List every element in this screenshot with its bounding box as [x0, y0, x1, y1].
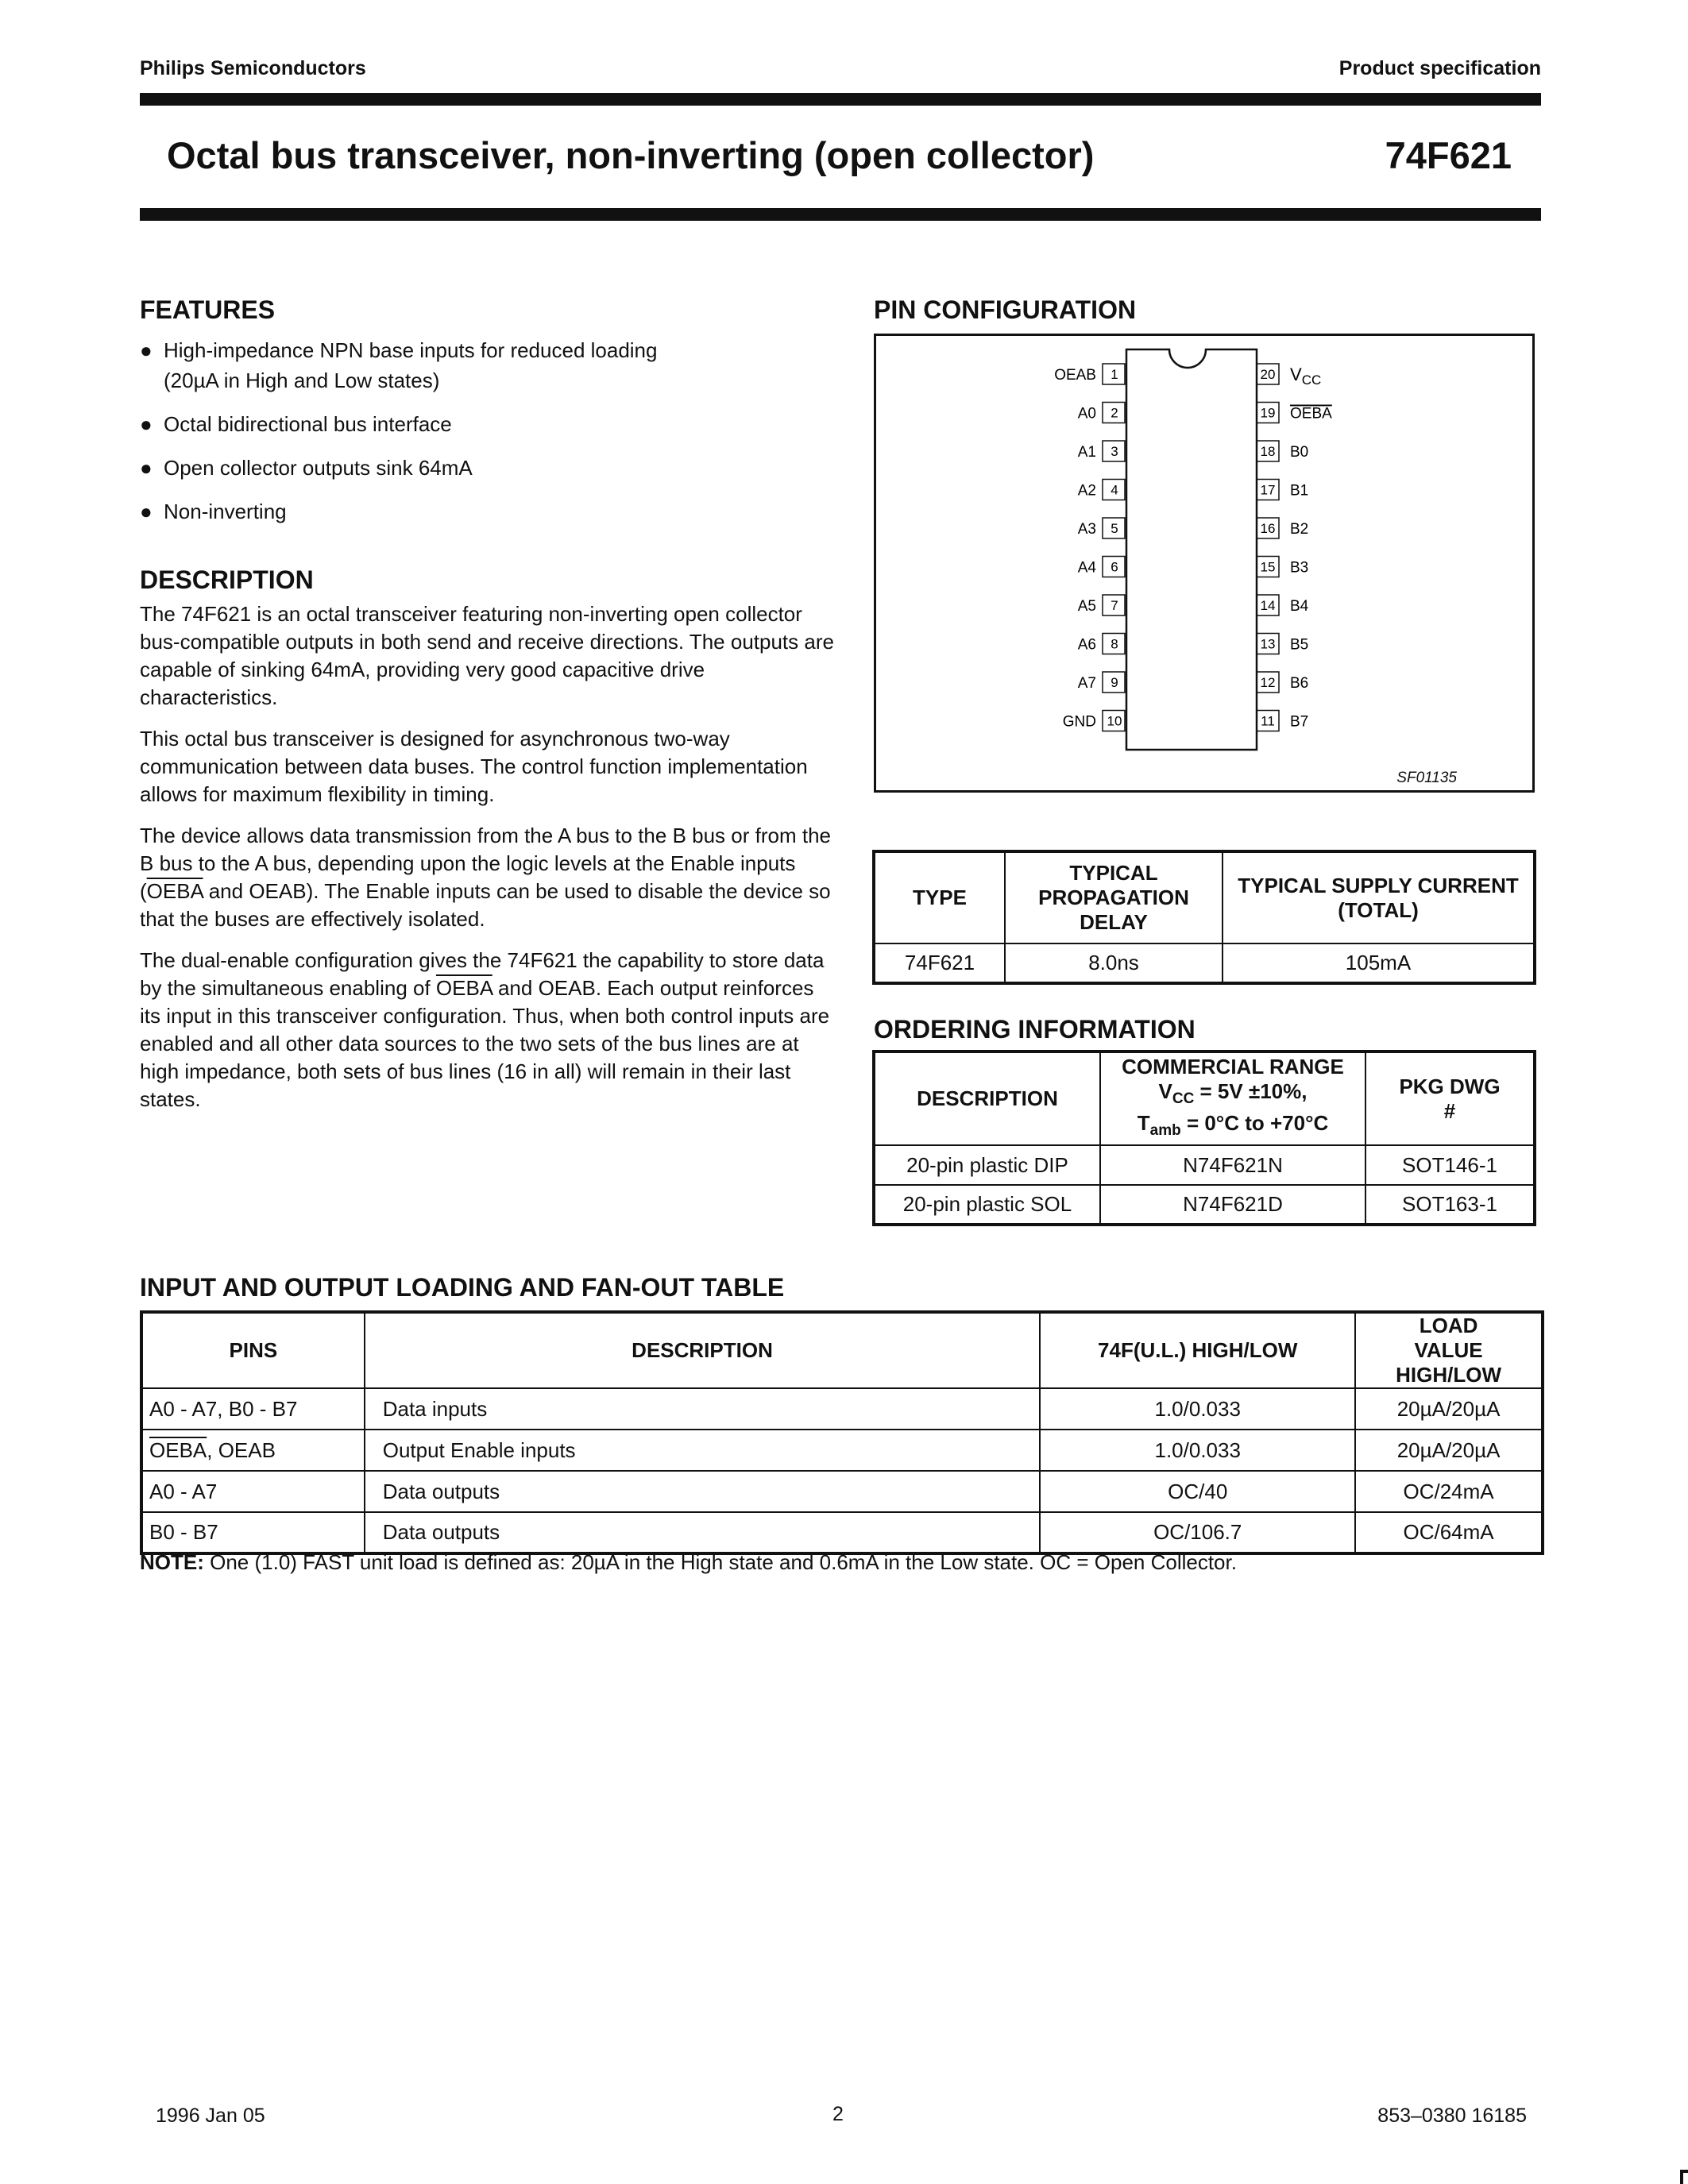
header-rule-bottom — [140, 208, 1541, 221]
pin-label: B5 — [1290, 636, 1309, 654]
fanout-note: NOTE: One (1.0) FAST unit load is defined as: 20µA in the High state and 0.6mA in the Low state. OC = Open Collector. — [140, 1550, 1237, 1574]
footer-date: 1996 Jan 05 — [156, 2105, 265, 2127]
pin-label: A6 — [1077, 636, 1096, 654]
table-cell: Data outputs — [365, 1471, 1041, 1512]
fanout-table — [140, 1310, 1544, 1555]
description-paragraph: This octal bus transceiver is designed for asynchronous two-way communication between data buses. The control function implementation allows for maximum flexibility in timing. — [140, 727, 808, 806]
table-cell: 8.0ns — [1005, 943, 1223, 983]
table-cell: 20µA/20µA — [1355, 1430, 1543, 1471]
pin-number: 20 — [1260, 367, 1276, 382]
pin-number: 13 — [1260, 636, 1276, 652]
part-number: 74F621 — [1385, 134, 1512, 176]
ordering-table — [872, 1050, 1536, 1226]
table-row — [141, 1471, 1543, 1512]
table-cell: A0 - A7, B0 - B7 — [141, 1388, 365, 1430]
table-cell: Data inputs — [365, 1388, 1041, 1430]
pin-label: B7 — [1290, 713, 1309, 731]
table-cell: Data outputs — [365, 1512, 1041, 1553]
pin-number: 8 — [1111, 636, 1118, 652]
pin-number: 18 — [1260, 444, 1276, 459]
pin-number: 7 — [1111, 598, 1118, 613]
pin-number: 1 — [1111, 367, 1118, 382]
table-header: LOAD VALUE HIGH/LOW — [1355, 1312, 1543, 1388]
table-header: TYPE — [874, 851, 1005, 943]
figure-code: SF01135 — [1396, 770, 1457, 786]
bullet-icon: ● — [140, 500, 153, 523]
table-header: TYPICAL SUPPLY CURRENT (TOTAL) — [1223, 851, 1535, 943]
table-header: DESCRIPTION — [365, 1312, 1041, 1388]
table-cell: SOT146-1 — [1365, 1145, 1535, 1185]
bullet-icon: ● — [140, 456, 153, 480]
pin-number: 12 — [1260, 675, 1276, 690]
table-header: PINS — [141, 1312, 365, 1388]
pin-label: B6 — [1290, 675, 1309, 692]
pin-config-heading: PIN CONFIGURATION — [874, 295, 1137, 324]
crop-mark — [1680, 2170, 1688, 2184]
pin-number: 9 — [1111, 675, 1118, 690]
table-cell: 74F621 — [874, 943, 1005, 983]
pin-label: B2 — [1290, 521, 1309, 538]
pin-label: B1 — [1290, 482, 1309, 500]
pin-number: 3 — [1111, 444, 1118, 459]
pin-number: 16 — [1260, 521, 1276, 536]
footer-page-number: 2 — [832, 2103, 844, 2125]
table-cell: N74F621D — [1100, 1185, 1365, 1225]
table-cell: OC/106.7 — [1040, 1512, 1355, 1553]
table-header: DESCRIPTION — [874, 1051, 1100, 1145]
pin-label: A4 — [1077, 559, 1096, 577]
pin-label: OEBA — [1290, 405, 1332, 423]
pin-number: 2 — [1111, 405, 1118, 421]
table-cell: 20-pin plastic DIP — [874, 1145, 1100, 1185]
pin-label: B3 — [1290, 559, 1309, 577]
header-rule-top — [140, 93, 1541, 106]
page-title: Octal bus transceiver, non-inverting (open collector) — [167, 134, 1095, 176]
table-cell: B0 - B7 — [141, 1512, 365, 1553]
table-cell: 20-pin plastic SOL — [874, 1185, 1100, 1225]
pin-label: $V_{CC}$ — [1290, 365, 1322, 388]
pin-number: 17 — [1260, 482, 1276, 498]
table-cell: OC/40 — [1040, 1471, 1355, 1512]
list-item: ● High-impedance NPN base inputs for reduced loading (20µA in High and Low states) — [140, 335, 839, 396]
pin-label: B4 — [1290, 598, 1309, 615]
pin-number: 15 — [1260, 559, 1276, 575]
pin-label: A5 — [1077, 598, 1096, 615]
pin-label: A1 — [1077, 444, 1096, 461]
table-row — [874, 1185, 1535, 1225]
table-row — [141, 1388, 1543, 1430]
pin-diagram — [876, 336, 1532, 790]
pin-number: 19 — [1260, 405, 1276, 421]
pin-diagram-frame — [874, 334, 1535, 793]
list-item: ● Open collector outputs sink 64mA — [140, 453, 839, 483]
pin-label: A7 — [1077, 675, 1096, 692]
bullet-icon: ● — [140, 412, 153, 436]
table-row — [874, 943, 1535, 983]
features-heading: FEATURES — [140, 295, 276, 324]
table-header: COMMERCIAL RANGE $V_{CC} = 5V \pm 10\%$, $T_{amb} = 0^\circ C$ to +70°C — [1100, 1051, 1365, 1145]
description-body — [140, 600, 839, 1127]
pin-number: 11 — [1261, 713, 1275, 729]
pin-number: 14 — [1260, 598, 1276, 613]
list-item: ● Non-inverting — [140, 496, 839, 527]
table-cell: A0 - A7 — [141, 1471, 365, 1512]
table-cell: Output Enable inputs — [365, 1430, 1041, 1471]
table-cell: 1.0/0.033 — [1040, 1430, 1355, 1471]
pin-label: A0 — [1077, 405, 1096, 423]
table-cell: OC/64mA — [1355, 1512, 1543, 1553]
company-name: Philips Semiconductors — [140, 57, 366, 79]
pin-number: 10 — [1107, 713, 1122, 729]
ic-package-outline — [1126, 349, 1257, 750]
table-row — [141, 1430, 1543, 1471]
pin-number: 4 — [1111, 482, 1118, 498]
pin-label: GND — [1062, 713, 1096, 731]
table-header: 74F(U.L.) HIGH/LOW — [1040, 1312, 1355, 1388]
pin-label: A2 — [1077, 482, 1096, 500]
pin-label: A3 — [1077, 521, 1096, 538]
features-list — [140, 335, 839, 540]
description-paragraph: The device allows data transmission from the A bus to the B bus or from the B bus to the A bus, depending upon the logic levels at the Enable inputs (OEBA and OEAB). The Enable inputs can be used to disable the device so that the buses are effectively isolated. — [140, 824, 831, 931]
description-heading: DESCRIPTION — [140, 565, 314, 594]
table-cell: N74F621N — [1100, 1145, 1365, 1185]
footer-doc-code: 853–0380 16185 — [1377, 2105, 1527, 2127]
pin-label: OEAB — [1054, 367, 1096, 384]
type-summary-table — [872, 850, 1536, 985]
fanout-heading: INPUT AND OUTPUT LOADING AND FAN-OUT TABLE — [140, 1273, 785, 1302]
pin-number: 6 — [1111, 559, 1118, 575]
table-header: TYPICAL PROPAGATION DELAY — [1005, 851, 1223, 943]
list-item: ● Octal bidirectional bus interface — [140, 409, 839, 439]
table-cell: 105mA — [1223, 943, 1535, 983]
table-cell: SOT163-1 — [1365, 1185, 1535, 1225]
table-row — [874, 1145, 1535, 1185]
bullet-icon: ● — [140, 338, 153, 362]
pin-number: 5 — [1111, 521, 1118, 536]
pin-label: B0 — [1290, 444, 1309, 461]
table-row — [141, 1512, 1543, 1553]
description-paragraph: The dual-enable configuration gives the 74F621 the capability to store data by the simultaneous enabling of OEBA and OEAB. Each output reinforces its input in this transceiver configuration. Thus, when both control inputs are enabled and all other data sources to the two sets of the bus lines are at high impedance, both sets of bus lines (16 in all) will remain in their last states. — [140, 948, 830, 1111]
description-paragraph: The 74F621 is an octal transceiver featuring non-inverting open collector bus-compatible outputs in both send and receive directions. The outputs are capable of sinking 64mA, providing very good capacitive drive characteristics. — [140, 602, 834, 709]
doc-type: Product specification — [1338, 57, 1541, 79]
table-cell: OC/24mA — [1355, 1471, 1543, 1512]
table-header: PKG DWG # — [1365, 1051, 1535, 1145]
table-cell: 1.0/0.033 — [1040, 1388, 1355, 1430]
table-cell: 20µA/20µA — [1355, 1388, 1543, 1430]
table-cell: OEBA, OEAB — [141, 1430, 365, 1471]
ordering-heading: ORDERING INFORMATION — [874, 1015, 1196, 1044]
